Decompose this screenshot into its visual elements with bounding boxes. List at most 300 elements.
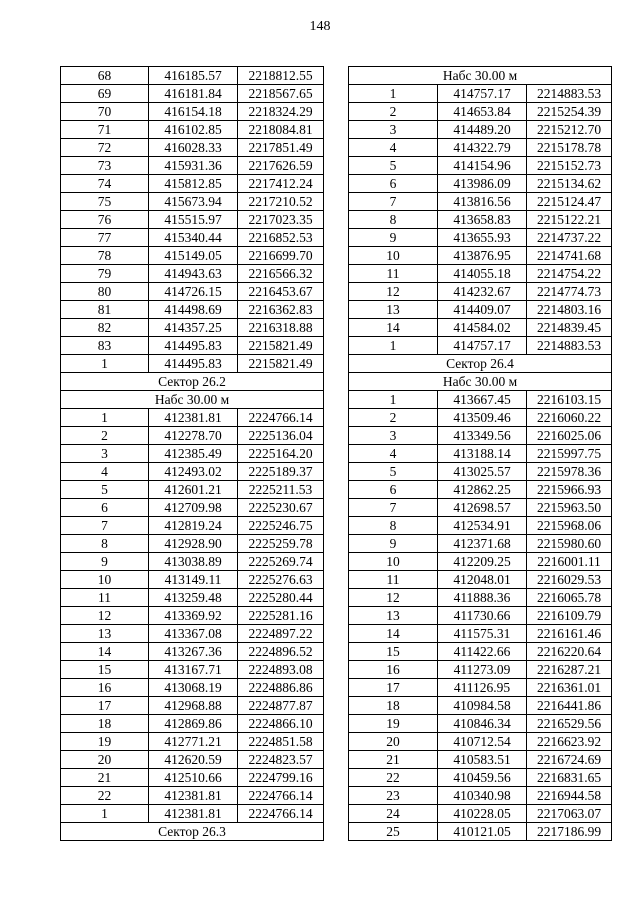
y-coordinate-cell: 2216361.01 (527, 679, 612, 697)
point-number-cell: 25 (349, 823, 438, 841)
y-coordinate-cell: 2215124.47 (527, 193, 612, 211)
x-coordinate-cell: 412601.21 (149, 481, 238, 499)
table-row (349, 643, 612, 661)
x-coordinate-cell: 410340.98 (438, 787, 527, 805)
y-coordinate-cell: 2215968.06 (527, 517, 612, 535)
y-coordinate-cell: 2218567.65 (238, 85, 324, 103)
x-coordinate-cell: 411888.36 (438, 589, 527, 607)
point-number-cell: 12 (349, 283, 438, 301)
y-coordinate-cell: 2214737.22 (527, 229, 612, 247)
table-row (61, 427, 324, 445)
table-row (349, 337, 612, 355)
table-row (349, 121, 612, 139)
point-number-cell: 13 (349, 301, 438, 319)
y-coordinate-cell: 2215821.49 (238, 355, 324, 373)
x-coordinate-cell: 412620.59 (149, 751, 238, 769)
x-coordinate-cell: 413509.46 (438, 409, 527, 427)
table-row (349, 103, 612, 121)
section-header-row (61, 391, 324, 409)
x-coordinate-cell: 413167.71 (149, 661, 238, 679)
table-row (349, 553, 612, 571)
point-number-cell: 70 (61, 103, 149, 121)
x-coordinate-cell: 411273.09 (438, 661, 527, 679)
x-coordinate-cell: 412381.81 (149, 787, 238, 805)
table-row (349, 535, 612, 553)
y-coordinate-cell: 2216220.64 (527, 643, 612, 661)
y-coordinate-cell: 2215821.49 (238, 337, 324, 355)
x-coordinate-cell: 414232.67 (438, 283, 527, 301)
y-coordinate-cell: 2216065.78 (527, 589, 612, 607)
point-number-cell: 1 (349, 85, 438, 103)
y-coordinate-cell: 2214754.22 (527, 265, 612, 283)
x-coordinate-cell: 412209.25 (438, 553, 527, 571)
x-coordinate-cell: 412381.81 (149, 805, 238, 823)
table-row (349, 481, 612, 499)
point-number-cell: 21 (349, 751, 438, 769)
y-coordinate-cell: 2216025.06 (527, 427, 612, 445)
y-coordinate-cell: 2225281.16 (238, 607, 324, 625)
x-coordinate-cell: 411126.95 (438, 679, 527, 697)
y-coordinate-cell: 2216362.83 (238, 301, 324, 319)
x-coordinate-cell: 416185.57 (149, 67, 238, 85)
x-coordinate-cell: 412534.91 (438, 517, 527, 535)
point-number-cell: 72 (61, 139, 149, 157)
point-number-cell: 81 (61, 301, 149, 319)
y-coordinate-cell: 2224886.86 (238, 679, 324, 697)
y-coordinate-cell: 2225280.44 (238, 589, 324, 607)
x-coordinate-cell: 415515.97 (149, 211, 238, 229)
point-number-cell: 1 (61, 409, 149, 427)
table-row (349, 193, 612, 211)
x-coordinate-cell: 412709.98 (149, 499, 238, 517)
point-number-cell: 6 (349, 481, 438, 499)
table-row (61, 67, 324, 85)
y-coordinate-cell: 2225211.53 (238, 481, 324, 499)
point-number-cell: 10 (349, 247, 438, 265)
point-number-cell: 19 (61, 733, 149, 751)
x-coordinate-cell: 413816.56 (438, 193, 527, 211)
table-row (349, 679, 612, 697)
table-row (61, 175, 324, 193)
y-coordinate-cell: 2225189.37 (238, 463, 324, 481)
point-number-cell: 71 (61, 121, 149, 139)
x-coordinate-cell: 416028.33 (149, 139, 238, 157)
table-row (61, 229, 324, 247)
point-number-cell: 14 (61, 643, 149, 661)
y-coordinate-cell: 2224897.22 (238, 625, 324, 643)
point-number-cell: 24 (349, 805, 438, 823)
point-number-cell: 68 (61, 67, 149, 85)
y-coordinate-cell: 2217023.35 (238, 211, 324, 229)
table-row (61, 103, 324, 121)
x-coordinate-cell: 410121.05 (438, 823, 527, 841)
y-coordinate-cell: 2217851.49 (238, 139, 324, 157)
x-coordinate-cell: 416181.84 (149, 85, 238, 103)
y-coordinate-cell: 2216029.53 (527, 571, 612, 589)
y-coordinate-cell: 2216623.92 (527, 733, 612, 751)
y-coordinate-cell: 2215978.36 (527, 463, 612, 481)
x-coordinate-cell: 415812.85 (149, 175, 238, 193)
x-coordinate-cell: 410228.05 (438, 805, 527, 823)
table-row (349, 211, 612, 229)
x-coordinate-cell: 414653.84 (438, 103, 527, 121)
table-row (61, 481, 324, 499)
x-coordinate-cell: 412771.21 (149, 733, 238, 751)
x-coordinate-cell: 412698.57 (438, 499, 527, 517)
table-row (349, 265, 612, 283)
table-row (61, 571, 324, 589)
x-coordinate-cell: 412928.90 (149, 535, 238, 553)
point-number-cell: 18 (61, 715, 149, 733)
y-coordinate-cell: 2225136.04 (238, 427, 324, 445)
point-number-cell: 5 (349, 463, 438, 481)
x-coordinate-cell: 414154.96 (438, 157, 527, 175)
x-coordinate-cell: 415340.44 (149, 229, 238, 247)
table-row (349, 607, 612, 625)
table-row (61, 139, 324, 157)
table-row (349, 319, 612, 337)
table-row (349, 751, 612, 769)
y-coordinate-cell: 2215980.60 (527, 535, 612, 553)
y-coordinate-cell: 2215963.50 (527, 499, 612, 517)
point-number-cell: 69 (61, 85, 149, 103)
page-number: 148 (309, 19, 331, 34)
point-number-cell: 1 (61, 805, 149, 823)
y-coordinate-cell: 2214774.73 (527, 283, 612, 301)
table-row (61, 625, 324, 643)
section-header: Набс 30.00 м (349, 373, 612, 391)
point-number-cell: 1 (349, 391, 438, 409)
point-number-cell: 11 (61, 589, 149, 607)
table-row (61, 715, 324, 733)
point-number-cell: 11 (349, 265, 438, 283)
point-number-cell: 82 (61, 319, 149, 337)
y-coordinate-cell: 2224877.87 (238, 697, 324, 715)
point-number-cell: 17 (61, 697, 149, 715)
table-row (61, 589, 324, 607)
y-coordinate-cell: 2216699.70 (238, 247, 324, 265)
y-coordinate-cell: 2216566.32 (238, 265, 324, 283)
y-coordinate-cell: 2214839.45 (527, 319, 612, 337)
x-coordinate-cell: 413349.56 (438, 427, 527, 445)
x-coordinate-cell: 413259.48 (149, 589, 238, 607)
point-number-cell: 7 (349, 193, 438, 211)
point-number-cell: 2 (61, 427, 149, 445)
section-header: Набс 30.00 м (349, 67, 612, 85)
point-number-cell: 16 (61, 679, 149, 697)
table-row (61, 247, 324, 265)
y-coordinate-cell: 2216453.67 (238, 283, 324, 301)
point-number-cell: 78 (61, 247, 149, 265)
x-coordinate-cell: 413655.93 (438, 229, 527, 247)
left-table-body (61, 67, 324, 841)
table-row (61, 193, 324, 211)
y-coordinate-cell: 2214883.53 (527, 85, 612, 103)
table-row (349, 85, 612, 103)
y-coordinate-cell: 2216852.53 (238, 229, 324, 247)
section-header-row (349, 355, 612, 373)
table-row (349, 139, 612, 157)
point-number-cell: 73 (61, 157, 149, 175)
point-number-cell: 4 (61, 463, 149, 481)
x-coordinate-cell: 410712.54 (438, 733, 527, 751)
point-number-cell: 9 (349, 535, 438, 553)
x-coordinate-cell: 413876.95 (438, 247, 527, 265)
point-number-cell: 2 (349, 103, 438, 121)
table-row (349, 733, 612, 751)
y-coordinate-cell: 2225246.75 (238, 517, 324, 535)
x-coordinate-cell: 411575.31 (438, 625, 527, 643)
x-coordinate-cell: 414489.20 (438, 121, 527, 139)
y-coordinate-cell: 2218324.29 (238, 103, 324, 121)
table-row (349, 787, 612, 805)
x-coordinate-cell: 415673.94 (149, 193, 238, 211)
point-number-cell: 12 (349, 589, 438, 607)
point-number-cell: 13 (61, 625, 149, 643)
x-coordinate-cell: 412968.88 (149, 697, 238, 715)
x-coordinate-cell: 414757.17 (438, 337, 527, 355)
point-number-cell: 83 (61, 337, 149, 355)
x-coordinate-cell: 413658.83 (438, 211, 527, 229)
table-row (61, 787, 324, 805)
y-coordinate-cell: 2215966.93 (527, 481, 612, 499)
y-coordinate-cell: 2216831.65 (527, 769, 612, 787)
y-coordinate-cell: 2215122.21 (527, 211, 612, 229)
point-number-cell: 17 (349, 679, 438, 697)
point-number-cell: 14 (349, 319, 438, 337)
x-coordinate-cell: 410984.58 (438, 697, 527, 715)
table-row (349, 571, 612, 589)
table-row (61, 337, 324, 355)
point-number-cell: 10 (61, 571, 149, 589)
table-row (61, 283, 324, 301)
table-row (349, 445, 612, 463)
x-coordinate-cell: 412048.01 (438, 571, 527, 589)
table-row (61, 445, 324, 463)
y-coordinate-cell: 2216441.86 (527, 697, 612, 715)
y-coordinate-cell: 2216109.79 (527, 607, 612, 625)
point-number-cell: 77 (61, 229, 149, 247)
x-coordinate-cell: 414322.79 (438, 139, 527, 157)
x-coordinate-cell: 412385.49 (149, 445, 238, 463)
y-coordinate-cell: 2215254.39 (527, 103, 612, 121)
y-coordinate-cell: 2216287.21 (527, 661, 612, 679)
table-row (349, 697, 612, 715)
table-row (349, 517, 612, 535)
table-row (61, 679, 324, 697)
y-coordinate-cell: 2216724.69 (527, 751, 612, 769)
y-coordinate-cell: 2216529.56 (527, 715, 612, 733)
point-number-cell: 76 (61, 211, 149, 229)
table-row (349, 499, 612, 517)
section-header: Сектор 26.4 (349, 355, 612, 373)
x-coordinate-cell: 413068.19 (149, 679, 238, 697)
point-number-cell: 15 (61, 661, 149, 679)
y-coordinate-cell: 2225230.67 (238, 499, 324, 517)
table-row (61, 85, 324, 103)
section-header: Сектор 26.2 (61, 373, 324, 391)
y-coordinate-cell: 2217210.52 (238, 193, 324, 211)
y-coordinate-cell: 2215178.78 (527, 139, 612, 157)
table-row (61, 535, 324, 553)
x-coordinate-cell: 412819.24 (149, 517, 238, 535)
table-row (349, 157, 612, 175)
point-number-cell: 18 (349, 697, 438, 715)
point-number-cell: 6 (349, 175, 438, 193)
y-coordinate-cell: 2216318.88 (238, 319, 324, 337)
section-header-row (61, 823, 324, 841)
point-number-cell: 21 (61, 769, 149, 787)
table-row (349, 661, 612, 679)
y-coordinate-cell: 2216161.46 (527, 625, 612, 643)
point-number-cell: 9 (61, 553, 149, 571)
y-coordinate-cell: 2225269.74 (238, 553, 324, 571)
point-number-cell: 7 (61, 517, 149, 535)
x-coordinate-cell: 413667.45 (438, 391, 527, 409)
y-coordinate-cell: 2217626.59 (238, 157, 324, 175)
point-number-cell: 22 (349, 769, 438, 787)
x-coordinate-cell: 414757.17 (438, 85, 527, 103)
x-coordinate-cell: 412278.70 (149, 427, 238, 445)
table-row (349, 175, 612, 193)
y-coordinate-cell: 2217063.07 (527, 805, 612, 823)
point-number-cell: 11 (349, 571, 438, 589)
y-coordinate-cell: 2216944.58 (527, 787, 612, 805)
table-row (61, 301, 324, 319)
y-coordinate-cell: 2215997.75 (527, 445, 612, 463)
y-coordinate-cell: 2224799.16 (238, 769, 324, 787)
table-row (349, 463, 612, 481)
table-row (61, 211, 324, 229)
point-number-cell: 22 (61, 787, 149, 805)
y-coordinate-cell: 2216060.22 (527, 409, 612, 427)
x-coordinate-cell: 414584.02 (438, 319, 527, 337)
table-row (61, 499, 324, 517)
point-number-cell: 74 (61, 175, 149, 193)
table-row (61, 553, 324, 571)
x-coordinate-cell: 414055.18 (438, 265, 527, 283)
x-coordinate-cell: 414498.69 (149, 301, 238, 319)
x-coordinate-cell: 412869.86 (149, 715, 238, 733)
x-coordinate-cell: 416154.18 (149, 103, 238, 121)
table-row (349, 301, 612, 319)
y-coordinate-cell: 2224766.14 (238, 805, 324, 823)
y-coordinate-cell: 2225259.78 (238, 535, 324, 553)
table-row (61, 265, 324, 283)
point-number-cell: 3 (349, 121, 438, 139)
x-coordinate-cell: 411730.66 (438, 607, 527, 625)
y-coordinate-cell: 2218084.81 (238, 121, 324, 139)
y-coordinate-cell: 2217186.99 (527, 823, 612, 841)
x-coordinate-cell: 415931.36 (149, 157, 238, 175)
y-coordinate-cell: 2214741.68 (527, 247, 612, 265)
coordinates-table-right (348, 66, 612, 841)
y-coordinate-cell: 2215212.70 (527, 121, 612, 139)
section-header-row (349, 373, 612, 391)
point-number-cell: 4 (349, 445, 438, 463)
point-number-cell: 12 (61, 607, 149, 625)
y-coordinate-cell: 2224766.14 (238, 787, 324, 805)
point-number-cell: 23 (349, 787, 438, 805)
x-coordinate-cell: 414409.07 (438, 301, 527, 319)
point-number-cell: 79 (61, 265, 149, 283)
table-row (61, 733, 324, 751)
point-number-cell: 80 (61, 283, 149, 301)
table-row (61, 643, 324, 661)
table-row (349, 823, 612, 841)
x-coordinate-cell: 414726.15 (149, 283, 238, 301)
x-coordinate-cell: 414495.83 (149, 337, 238, 355)
x-coordinate-cell: 413025.57 (438, 463, 527, 481)
point-number-cell: 20 (349, 733, 438, 751)
x-coordinate-cell: 410459.56 (438, 769, 527, 787)
section-header: Набс 30.00 м (61, 391, 324, 409)
y-coordinate-cell: 2214883.53 (527, 337, 612, 355)
y-coordinate-cell: 2216001.11 (527, 553, 612, 571)
section-header-row (61, 373, 324, 391)
point-number-cell: 8 (61, 535, 149, 553)
point-number-cell: 8 (349, 517, 438, 535)
x-coordinate-cell: 413149.11 (149, 571, 238, 589)
x-coordinate-cell: 413038.89 (149, 553, 238, 571)
point-number-cell: 1 (349, 337, 438, 355)
point-number-cell: 5 (61, 481, 149, 499)
x-coordinate-cell: 414943.63 (149, 265, 238, 283)
y-coordinate-cell: 2217412.24 (238, 175, 324, 193)
x-coordinate-cell: 413267.36 (149, 643, 238, 661)
point-number-cell: 10 (349, 553, 438, 571)
y-coordinate-cell: 2224896.52 (238, 643, 324, 661)
table-row (61, 517, 324, 535)
table-row (349, 247, 612, 265)
x-coordinate-cell: 412493.02 (149, 463, 238, 481)
point-number-cell: 9 (349, 229, 438, 247)
point-number-cell: 6 (61, 499, 149, 517)
table-row (349, 427, 612, 445)
x-coordinate-cell: 414495.83 (149, 355, 238, 373)
table-row (349, 229, 612, 247)
y-coordinate-cell: 2216103.15 (527, 391, 612, 409)
y-coordinate-cell: 2224823.57 (238, 751, 324, 769)
table-row (61, 751, 324, 769)
x-coordinate-cell: 412862.25 (438, 481, 527, 499)
x-coordinate-cell: 413367.08 (149, 625, 238, 643)
table-row (61, 769, 324, 787)
coordinates-table-left (60, 66, 324, 841)
point-number-cell: 3 (61, 445, 149, 463)
point-number-cell: 14 (349, 625, 438, 643)
table-row (61, 697, 324, 715)
right-table-body (349, 67, 612, 841)
point-number-cell: 4 (349, 139, 438, 157)
section-header-row (349, 67, 612, 85)
point-number-cell: 1 (61, 355, 149, 373)
x-coordinate-cell: 413188.14 (438, 445, 527, 463)
x-coordinate-cell: 415149.05 (149, 247, 238, 265)
point-number-cell: 7 (349, 499, 438, 517)
table-row (61, 607, 324, 625)
table-row (349, 283, 612, 301)
table-row (61, 463, 324, 481)
y-coordinate-cell: 2215152.73 (527, 157, 612, 175)
x-coordinate-cell: 414357.25 (149, 319, 238, 337)
point-number-cell: 15 (349, 643, 438, 661)
table-row (61, 355, 324, 373)
point-number-cell: 8 (349, 211, 438, 229)
point-number-cell: 5 (349, 157, 438, 175)
point-number-cell: 20 (61, 751, 149, 769)
table-row (61, 661, 324, 679)
